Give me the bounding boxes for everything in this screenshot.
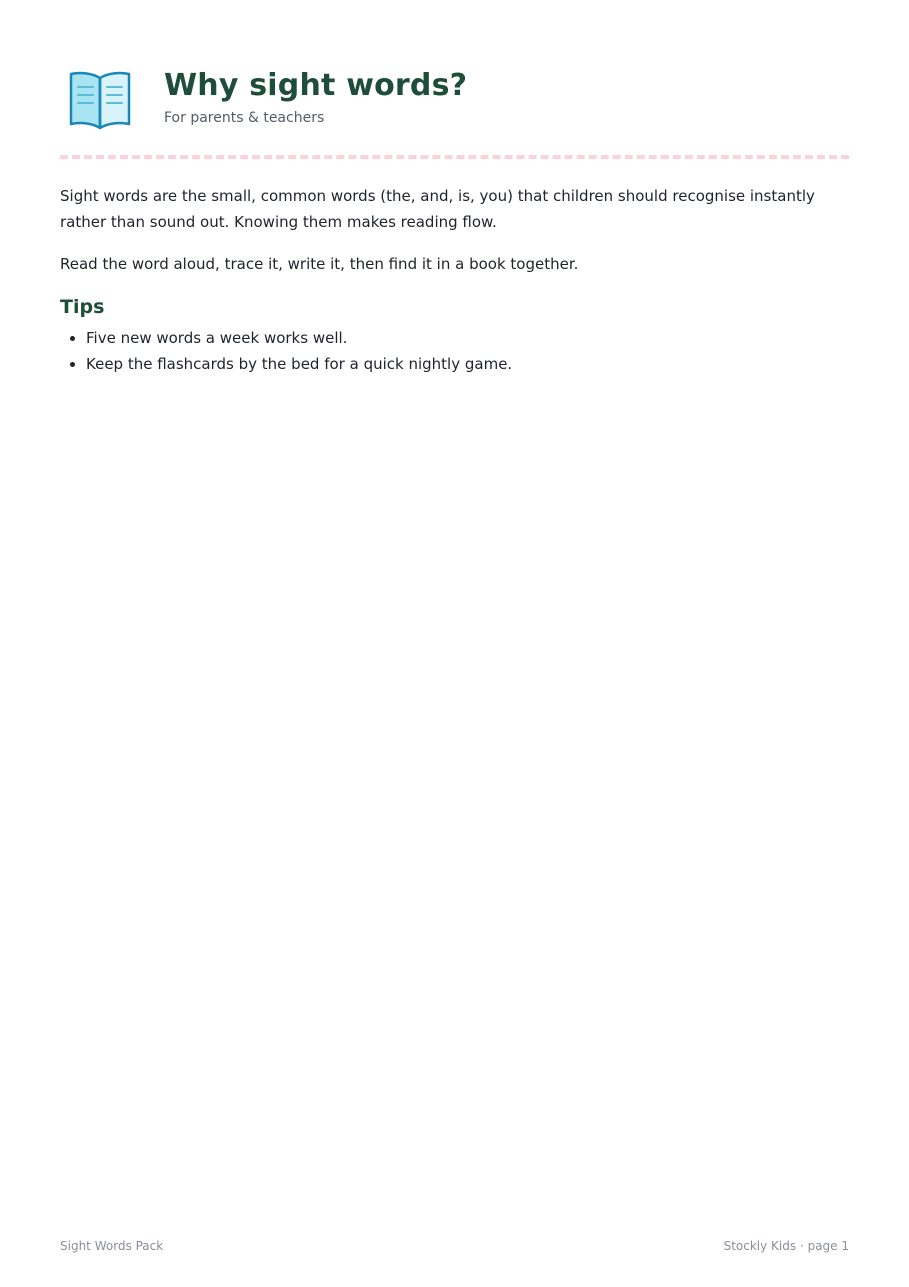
open-book-icon xyxy=(68,70,132,130)
page-subtitle: For parents & teachers xyxy=(164,110,325,126)
footer-page-number: Stockly Kids · page 1 xyxy=(723,1239,849,1253)
instructions-paragraph: Read the word aloud, trace it, write it, then find it in a book together. xyxy=(60,255,579,273)
page-header xyxy=(60,60,849,140)
page-content xyxy=(60,183,840,377)
tip-item: • Keep the flashcards by the bed for a quick nightly game. xyxy=(86,351,840,377)
footer-pack-name: Sight Words Pack xyxy=(60,1239,164,1253)
tips-list xyxy=(60,325,840,377)
dashed-divider xyxy=(60,155,849,159)
tip-item: • Five new words a week works well. xyxy=(86,325,840,351)
page-title: Why sight words? xyxy=(164,68,468,103)
intro-paragraph: Sight words are the small, common words (the, and, is, you) that children should recognise instantly rather than sound out. Knowing them makes reading flow. xyxy=(60,187,815,231)
tips-heading: Tips xyxy=(60,296,105,318)
title-block xyxy=(164,66,467,128)
